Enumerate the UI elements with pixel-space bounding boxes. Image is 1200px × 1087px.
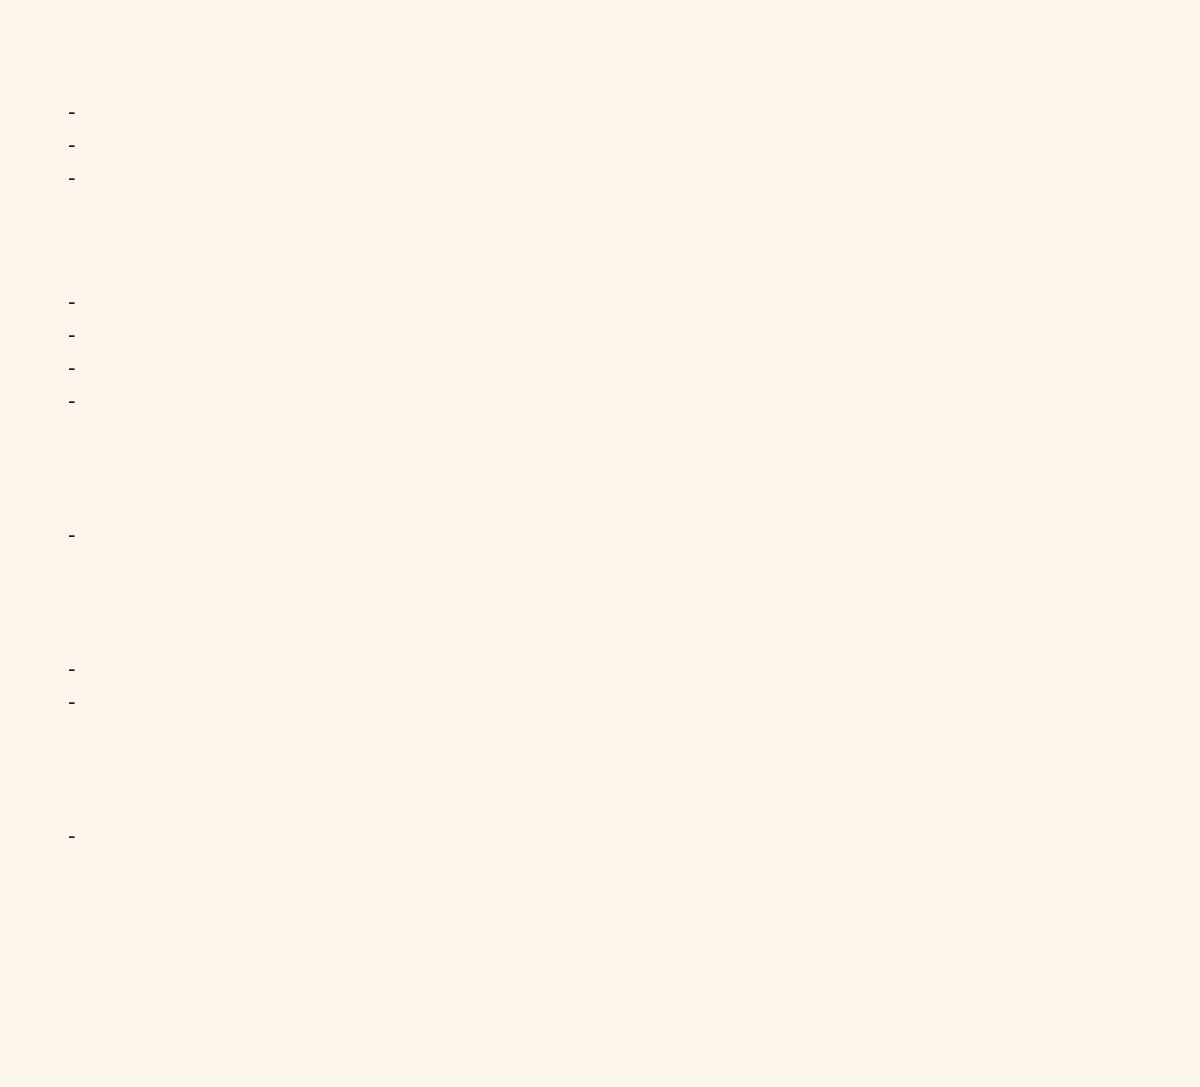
tune-line xyxy=(68,653,588,686)
tune-list xyxy=(68,820,588,853)
tune-line xyxy=(68,820,588,853)
track-heading xyxy=(68,232,588,276)
tune-list xyxy=(68,519,588,552)
separator xyxy=(68,523,76,547)
separator xyxy=(68,657,76,681)
track-2 xyxy=(68,232,588,418)
track-5 xyxy=(68,766,588,853)
tune-list xyxy=(68,286,588,418)
separator xyxy=(68,100,76,124)
track-3 xyxy=(68,465,588,552)
separator xyxy=(68,323,76,347)
tune-line xyxy=(68,96,588,129)
tune-list xyxy=(68,653,588,719)
track-heading xyxy=(68,599,588,643)
tune-line xyxy=(68,162,588,195)
track-1 xyxy=(68,42,588,195)
track-4 xyxy=(68,599,588,719)
separator xyxy=(68,389,76,413)
tune-line xyxy=(68,686,588,719)
separator xyxy=(68,356,76,380)
tune-line xyxy=(68,519,588,552)
tune-list xyxy=(68,96,588,195)
tune-line xyxy=(68,319,588,352)
tune-line xyxy=(68,129,588,162)
separator xyxy=(68,133,76,157)
track-heading xyxy=(68,465,588,509)
track-heading xyxy=(68,42,588,86)
tune-line xyxy=(68,385,588,418)
separator xyxy=(68,690,76,714)
separator xyxy=(68,824,76,848)
separator xyxy=(68,166,76,190)
tune-line xyxy=(68,352,588,385)
track-heading xyxy=(68,766,588,810)
tune-line xyxy=(68,286,588,319)
separator xyxy=(68,290,76,314)
